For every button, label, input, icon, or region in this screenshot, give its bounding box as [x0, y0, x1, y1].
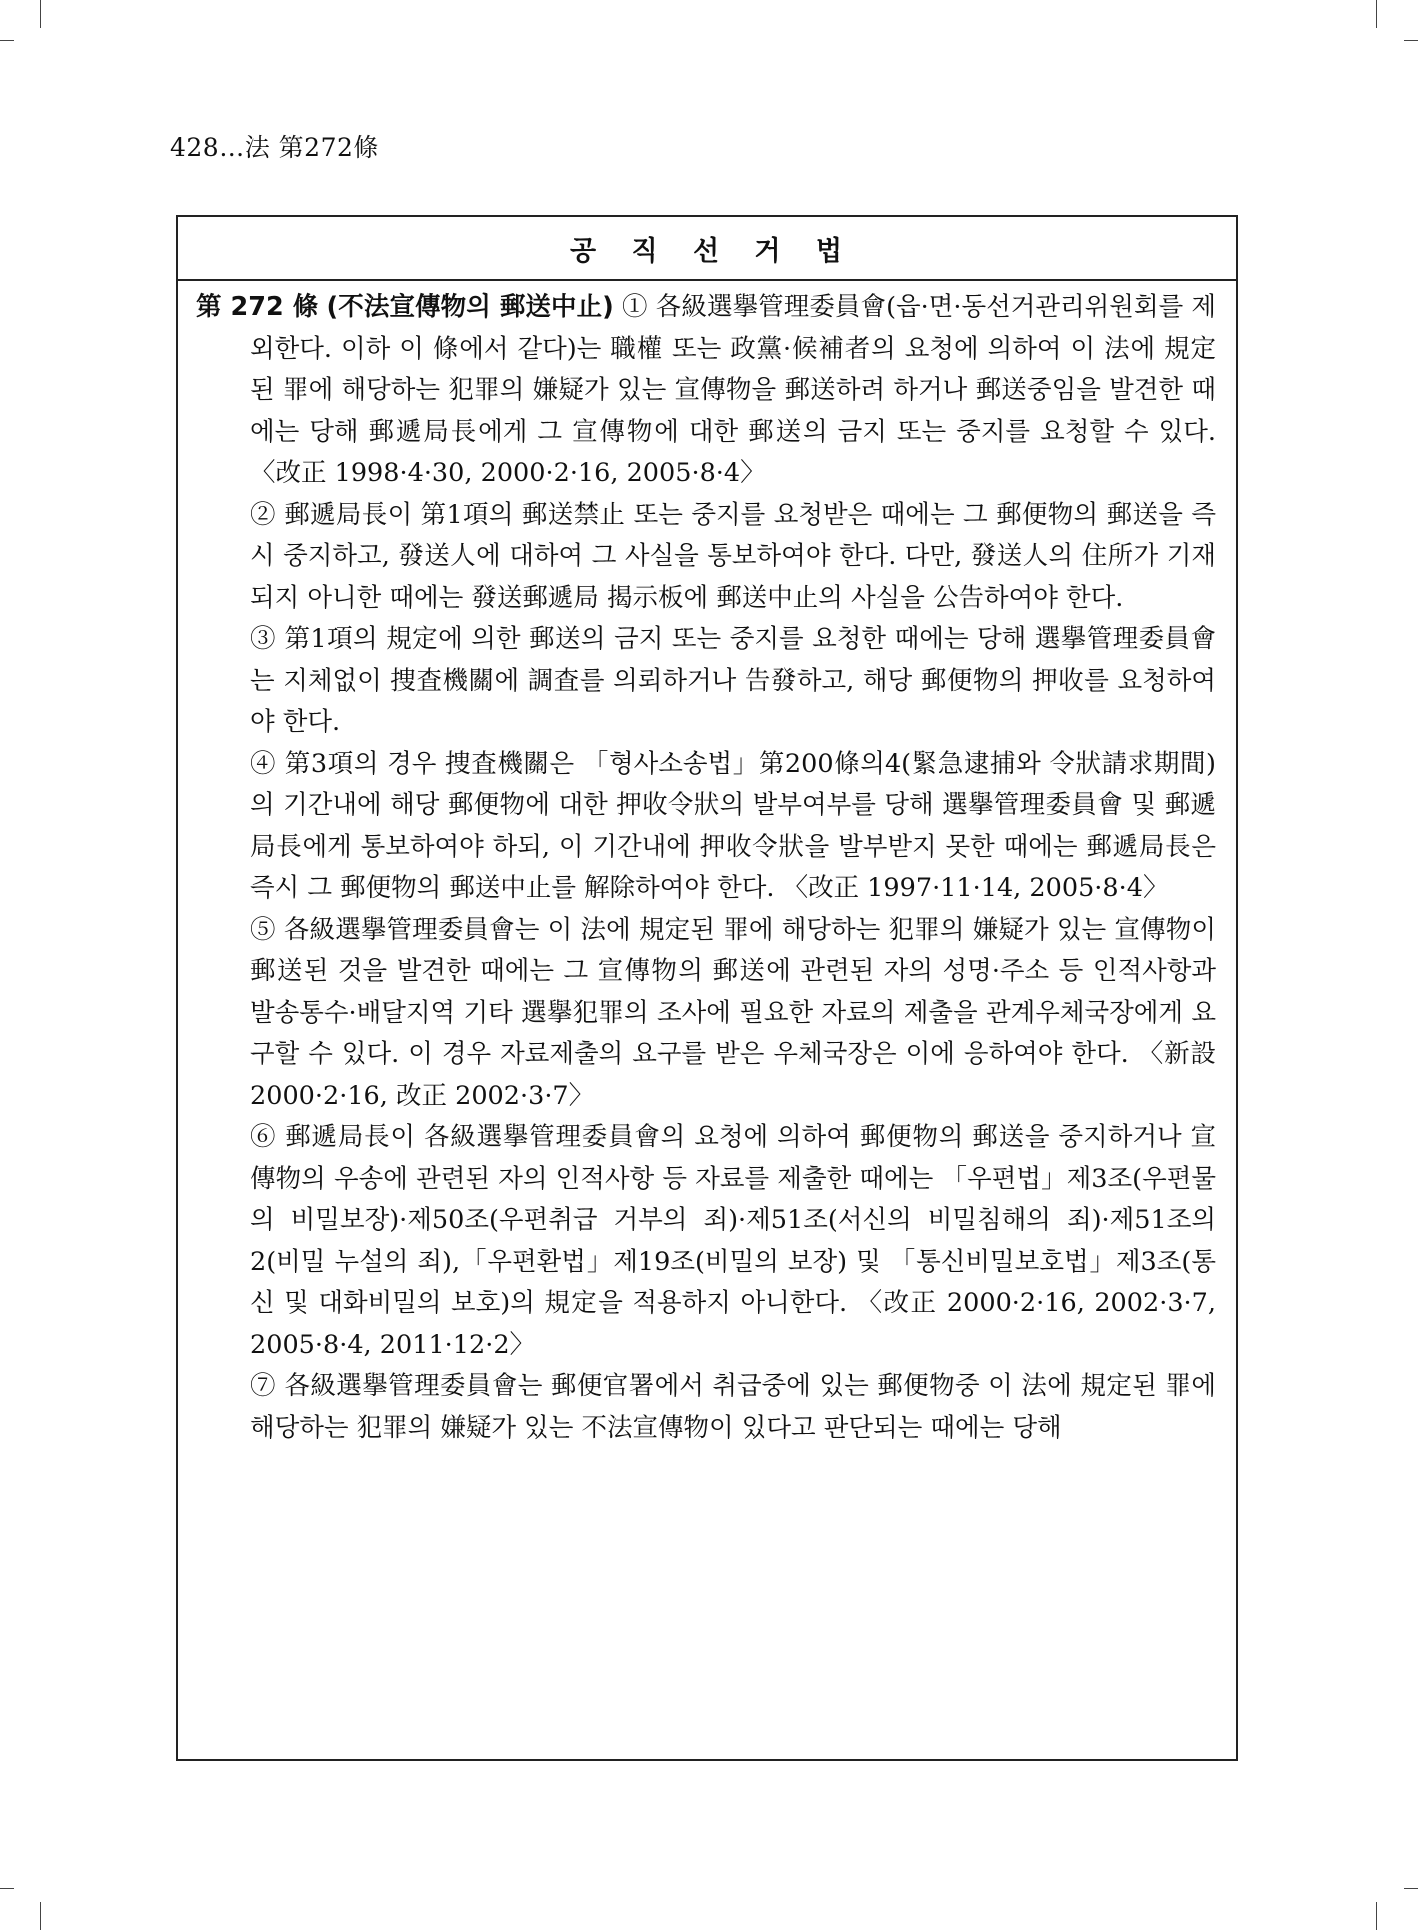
article-paragraph-4: ④ 第3項의 경우 捜査機關은 「형사소송법」第200條의4(緊急逮捕와 令狀請求期間)의 기간내에 해당 郵便物에 대한 押收令狀의 발부여부를 당해 選擧管理委員會 및 郵遞局長에게 통보하여야 하되, 이 기간내에 押收令狀을 발부받지 못한 때에는 郵遞局長은 즉시 그 郵便物의 郵送中止를 解除하여야 한다. 〈改正 1997·11·14, 2005·8·4〉	[250, 748, 1216, 903]
law-box	[176, 215, 1238, 1761]
crop-mark-top-left-h	[0, 40, 14, 41]
article-paragraph-3: ③ 第1項의 規定에 의한 郵送의 금지 또는 중지를 요청한 때에는 당해 選擧管理委員會는 지체없이 捜査機關에 調査를 의뢰하거나 告發하고, 해당 郵便物의 押收를 요청하여야 한다.	[250, 624, 1216, 737]
crop-mark-top-right	[1376, 0, 1377, 28]
paragraph-text: ① 各級選擧管理委員會(읍·면·동선거관리위원회를 제외한다. 이하 이 條에서 같다)는 職權 또는 政黨·候補者의 요청에 의하여 이 法에 規定된 罪에 해당하는 犯罪의 嫌疑가 있는 宣傳物을 郵送하려 하거나 郵送중임을 발견한 때에는 당해 郵遞局長에게 그 宣傳物에 대한 郵送의 금지 또는 중지를 요청할 수 있다. 〈改正 1998·4·30, 2000·2·16, 2005·8·4〉	[250, 292, 1217, 488]
article-paragraph-1	[196, 287, 1216, 495]
article-heading: (不法宣傳物의 郵送中止)	[326, 292, 614, 322]
crop-mark-bottom-left	[40, 1902, 41, 1930]
crop-mark-bottom-right	[1376, 1902, 1377, 1930]
crop-mark-bottom-left-h	[0, 1888, 14, 1889]
article-content	[178, 281, 1236, 1449]
article-paragraph-5: ⑤ 各級選擧管理委員會는 이 法에 規定된 罪에 해당하는 犯罪의 嫌疑가 있는 宣傳物이 郵送된 것을 발견한 때에는 그 宣傳物의 郵送에 관련된 자의 성명·주소 등 인적사항과 발송통수·배달지역 기타 選擧犯罪의 조사에 필요한 자료의 제출을 관계우체국장에게 요구할 수 있다. 이 경우 자료제출의 요구를 받은 우체국장은 이에 응하여야 한다. 〈新設 2000·2·16, 改正 2002·3·7〉	[250, 914, 1216, 1111]
crop-mark-bottom-right-h	[1404, 1888, 1418, 1889]
law-title: 공 직 선 거 법	[178, 217, 1236, 281]
page-header: 428…法 第272條	[170, 133, 379, 162]
article-paragraph-7: ⑦ 各級選擧管理委員會는 郵便官署에서 취급중에 있는 郵便物중 이 法에 規定된 罪에 해당하는 犯罪의 嫌疑가 있는 不法宣傳物이 있다고 판단되는 때에는 당해	[250, 1371, 1216, 1443]
article-paragraph-6: ⑥ 郵遞局長이 各級選擧管理委員會의 요청에 의하여 郵便物의 郵送을 중지하거나 宣傳物의 우송에 관련된 자의 인적사항 등 자료를 제출한 때에는 「우편법」제3조(우편물의 비밀보장)·제50조(우편취급 거부의 죄)·제51조(서신의 비밀침해의 죄)·제51조의2(비밀 누설의 죄),「우편환법」제19조(비밀의 보장) 및 「통신비밀보호법」제3조(통신 및 대화비밀의 보호)의 規定을 적용하지 아니한다. 〈改正 2000·2·16, 2002·3·7, 2005·8·4, 2011·12·2〉	[250, 1122, 1216, 1360]
crop-mark-top-left	[40, 0, 41, 28]
article-paragraph-2: ② 郵遞局長이 第1項의 郵送禁止 또는 중지를 요청받은 때에는 그 郵便物의 郵送을 즉시 중지하고, 發送人에 대하여 그 사실을 통보하여야 한다. 다만, 發送人의 住所가 기재되지 아니한 때에는 發送郵遞局 揭示板에 郵送中止의 사실을 公告하여야 한다.	[250, 499, 1216, 613]
crop-mark-top-right-h	[1404, 40, 1418, 41]
article-number: 第 272 條	[196, 292, 319, 322]
